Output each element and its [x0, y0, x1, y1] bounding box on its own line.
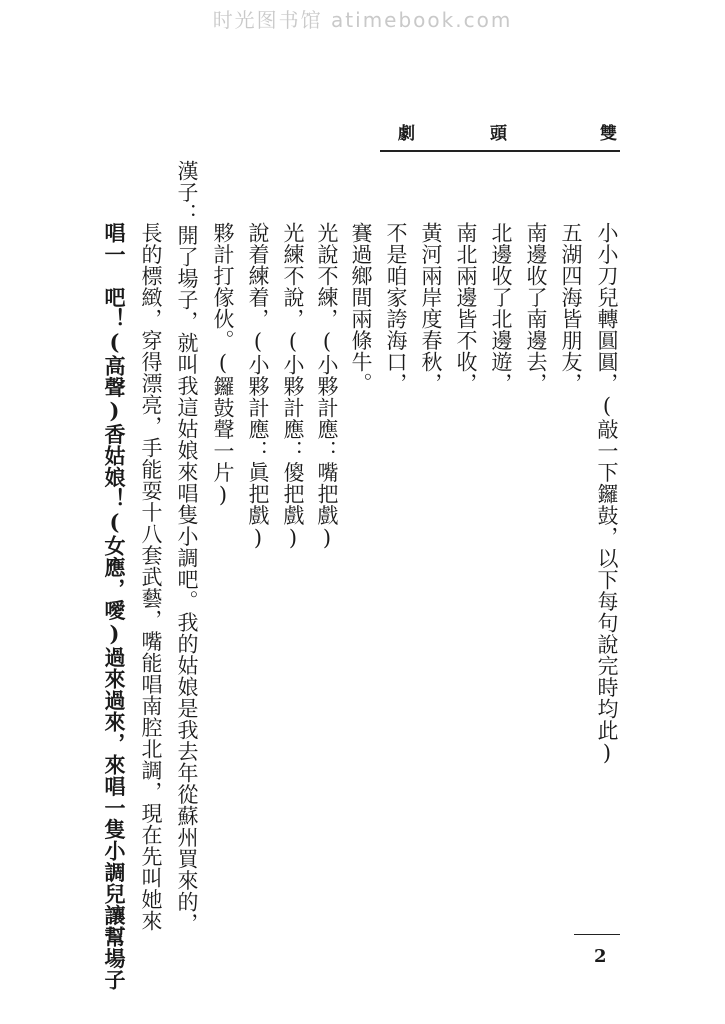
text-column-12: 夥計打傢伙。(鑼鼓聲一片) — [211, 222, 235, 508]
text-column-4: 北邊收了北邊遊， — [489, 222, 513, 394]
text-column-14: 長的標緻，穿得漂亮，手能耍十八套武藝，嘴能唱南腔北調，現在先叫她來 — [139, 222, 163, 932]
watermark-text: 时光图书馆 atimebook.com — [212, 8, 513, 32]
text-column-2: 五湖四海皆朋友， — [559, 222, 583, 394]
text-column-3: 南邊收了南邊去， — [524, 222, 548, 394]
text-column-7: 不是咱家誇海口， — [384, 222, 408, 394]
text-column-6: 黃河兩岸度春秋， — [419, 222, 443, 394]
running-header-char-2: 頭 — [490, 124, 507, 144]
text-column-13: 漢子：開了場子，就叫我這姑娘來唱隻小調吧。我的姑娘是我去年從蘇州買來的， — [175, 160, 199, 934]
footer-rule — [574, 934, 620, 935]
text-column-10: 光練不說，(小夥計應：傻把戲) — [281, 222, 305, 551]
running-header-char-3: 劇 — [398, 124, 415, 144]
text-column-8: 賽過鄉間兩條牛。 — [349, 222, 373, 394]
text-column-15: 唱一 吧！(高聲)香姑娘！(女應，噯)過來過來，來唱一隻小調兒讓幫場子 — [102, 222, 127, 991]
text-column-9: 光說不練，(小夥計應：嘴把戲) — [315, 222, 339, 551]
header-rule — [380, 150, 620, 152]
text-column-5: 南北兩邊皆不收， — [454, 222, 478, 394]
text-column-1: 小小刀兒轉圓圓，(敲一下鑼鼓，以下每句說完時均此) — [595, 222, 619, 766]
running-header-char-1: 雙 — [600, 124, 617, 144]
page-number: 2 — [594, 946, 607, 967]
text-column-11: 說着練着，(小夥計應：眞把戲) — [246, 222, 270, 551]
